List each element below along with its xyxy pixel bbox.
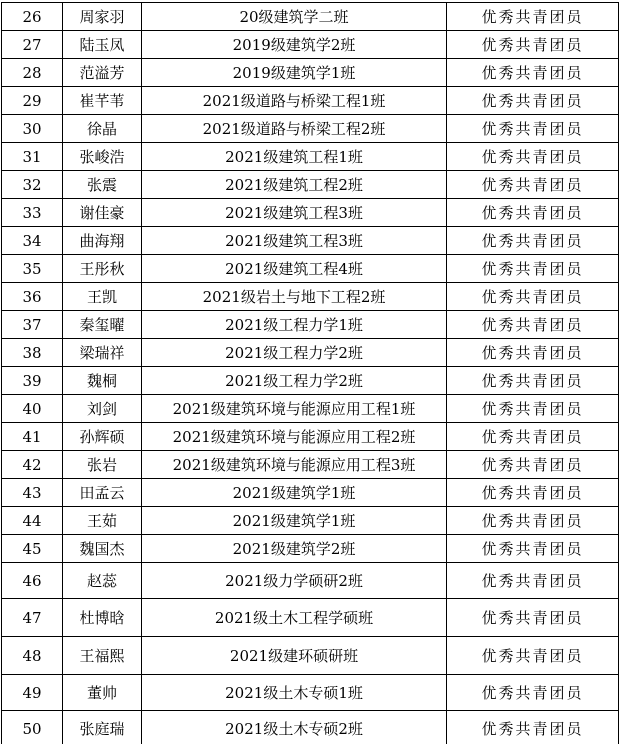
table-row — [2, 143, 619, 171]
student-name-cell: 董帅 — [63, 675, 142, 711]
row-number-cell: 44 — [2, 507, 63, 535]
table-row — [2, 535, 619, 563]
table-row — [2, 479, 619, 507]
class-name-cell: 2021级道路与桥梁工程1班 — [142, 87, 447, 115]
row-number-cell: 29 — [2, 87, 63, 115]
class-name-cell: 2021级建筑工程3班 — [142, 227, 447, 255]
row-number-cell: 33 — [2, 199, 63, 227]
table-row — [2, 59, 619, 87]
class-name-cell: 2021级建筑环境与能源应用工程3班 — [142, 451, 447, 479]
table-row — [2, 115, 619, 143]
student-name-cell: 张峻浩 — [63, 143, 142, 171]
class-name-cell: 2021级建筑工程1班 — [142, 143, 447, 171]
table-row — [2, 675, 619, 711]
student-name-cell: 王凯 — [63, 283, 142, 311]
row-number-cell: 30 — [2, 115, 63, 143]
class-name-cell: 2021级工程力学2班 — [142, 339, 447, 367]
award-cell: 优秀共青团员 — [447, 339, 619, 367]
row-number-cell: 32 — [2, 171, 63, 199]
table-row — [2, 31, 619, 59]
award-cell: 优秀共青团员 — [447, 479, 619, 507]
table-row — [2, 87, 619, 115]
student-name-cell: 范溢芳 — [63, 59, 142, 87]
student-name-cell: 田孟云 — [63, 479, 142, 507]
student-name-cell: 徐晶 — [63, 115, 142, 143]
award-cell: 优秀共青团员 — [447, 637, 619, 675]
row-number-cell: 45 — [2, 535, 63, 563]
row-number-cell: 26 — [2, 3, 63, 31]
student-name-cell: 刘剑 — [63, 395, 142, 423]
row-number-cell: 47 — [2, 599, 63, 637]
table-row — [2, 199, 619, 227]
student-name-cell: 梁瑞祥 — [63, 339, 142, 367]
student-name-cell: 王福熙 — [63, 637, 142, 675]
table-row — [2, 711, 619, 744]
table-row — [2, 507, 619, 535]
class-name-cell: 2021级建筑学2班 — [142, 535, 447, 563]
student-name-cell: 魏桐 — [63, 367, 142, 395]
award-cell: 优秀共青团员 — [447, 423, 619, 451]
table-row — [2, 339, 619, 367]
row-number-cell: 42 — [2, 451, 63, 479]
student-name-cell: 崔芊苇 — [63, 87, 142, 115]
table-row — [2, 599, 619, 637]
row-number-cell: 48 — [2, 637, 63, 675]
row-number-cell: 41 — [2, 423, 63, 451]
class-name-cell: 2021级建筑学1班 — [142, 507, 447, 535]
student-name-cell: 张岩 — [63, 451, 142, 479]
class-name-cell: 2021级建筑学1班 — [142, 479, 447, 507]
award-cell: 优秀共青团员 — [447, 199, 619, 227]
student-name-cell: 曲海翔 — [63, 227, 142, 255]
class-name-cell: 2021级力学硕研2班 — [142, 563, 447, 599]
class-name-cell: 2021级建筑环境与能源应用工程1班 — [142, 395, 447, 423]
class-name-cell: 2021级工程力学2班 — [142, 367, 447, 395]
award-cell: 优秀共青团员 — [447, 3, 619, 31]
row-number-cell: 27 — [2, 31, 63, 59]
student-name-cell: 张震 — [63, 171, 142, 199]
award-cell: 优秀共青团员 — [447, 87, 619, 115]
row-number-cell: 37 — [2, 311, 63, 339]
table-row — [2, 395, 619, 423]
award-cell: 优秀共青团员 — [447, 171, 619, 199]
table-row — [2, 3, 619, 31]
row-number-cell: 40 — [2, 395, 63, 423]
table-row — [2, 255, 619, 283]
table-row — [2, 451, 619, 479]
table-row — [2, 283, 619, 311]
award-cell: 优秀共青团员 — [447, 367, 619, 395]
row-number-cell: 31 — [2, 143, 63, 171]
row-number-cell: 46 — [2, 563, 63, 599]
class-name-cell: 2021级土木专硕2班 — [142, 711, 447, 744]
class-name-cell: 2021级岩土与地下工程2班 — [142, 283, 447, 311]
row-number-cell: 38 — [2, 339, 63, 367]
class-name-cell: 2021级土木专硕1班 — [142, 675, 447, 711]
award-cell: 优秀共青团员 — [447, 563, 619, 599]
row-number-cell: 28 — [2, 59, 63, 87]
award-cell: 优秀共青团员 — [447, 599, 619, 637]
student-name-cell: 杜博晗 — [63, 599, 142, 637]
class-name-cell: 2021级土木工程学硕班 — [142, 599, 447, 637]
student-name-cell: 周家羽 — [63, 3, 142, 31]
table-row — [2, 227, 619, 255]
table-row — [2, 367, 619, 395]
table-row — [2, 563, 619, 599]
row-number-cell: 35 — [2, 255, 63, 283]
award-cell: 优秀共青团员 — [447, 711, 619, 744]
class-name-cell: 2019级建筑学2班 — [142, 31, 447, 59]
award-cell: 优秀共青团员 — [447, 675, 619, 711]
class-name-cell: 2021级建筑工程3班 — [142, 199, 447, 227]
row-number-cell: 36 — [2, 283, 63, 311]
award-table — [1, 2, 619, 744]
student-name-cell: 孙辉硕 — [63, 423, 142, 451]
student-name-cell: 魏国杰 — [63, 535, 142, 563]
row-number-cell: 50 — [2, 711, 63, 744]
award-cell: 优秀共青团员 — [447, 59, 619, 87]
class-name-cell: 2021级道路与桥梁工程2班 — [142, 115, 447, 143]
table-row — [2, 423, 619, 451]
award-cell: 优秀共青团员 — [447, 143, 619, 171]
award-cell: 优秀共青团员 — [447, 395, 619, 423]
class-name-cell: 2021级建筑环境与能源应用工程2班 — [142, 423, 447, 451]
award-cell: 优秀共青团员 — [447, 227, 619, 255]
student-name-cell: 谢佳豪 — [63, 199, 142, 227]
award-cell: 优秀共青团员 — [447, 115, 619, 143]
award-cell: 优秀共青团员 — [447, 507, 619, 535]
student-name-cell: 张庭瑞 — [63, 711, 142, 744]
class-name-cell: 20级建筑学二班 — [142, 3, 447, 31]
student-name-cell: 秦玺曜 — [63, 311, 142, 339]
table-row — [2, 171, 619, 199]
student-name-cell: 王彤秋 — [63, 255, 142, 283]
award-table-body — [2, 3, 619, 744]
award-cell: 优秀共青团员 — [447, 451, 619, 479]
row-number-cell: 49 — [2, 675, 63, 711]
class-name-cell: 2021级建筑工程2班 — [142, 171, 447, 199]
table-row — [2, 311, 619, 339]
award-cell: 优秀共青团员 — [447, 311, 619, 339]
class-name-cell: 2021级工程力学1班 — [142, 311, 447, 339]
award-cell: 优秀共青团员 — [447, 283, 619, 311]
row-number-cell: 43 — [2, 479, 63, 507]
row-number-cell: 39 — [2, 367, 63, 395]
class-name-cell: 2019级建筑学1班 — [142, 59, 447, 87]
row-number-cell: 34 — [2, 227, 63, 255]
student-name-cell: 陆玉凤 — [63, 31, 142, 59]
class-name-cell: 2021级建环硕研班 — [142, 637, 447, 675]
class-name-cell: 2021级建筑工程4班 — [142, 255, 447, 283]
award-cell: 优秀共青团员 — [447, 255, 619, 283]
award-cell: 优秀共青团员 — [447, 31, 619, 59]
student-name-cell: 赵蕊 — [63, 563, 142, 599]
award-cell: 优秀共青团员 — [447, 535, 619, 563]
table-row — [2, 637, 619, 675]
student-name-cell: 王茹 — [63, 507, 142, 535]
